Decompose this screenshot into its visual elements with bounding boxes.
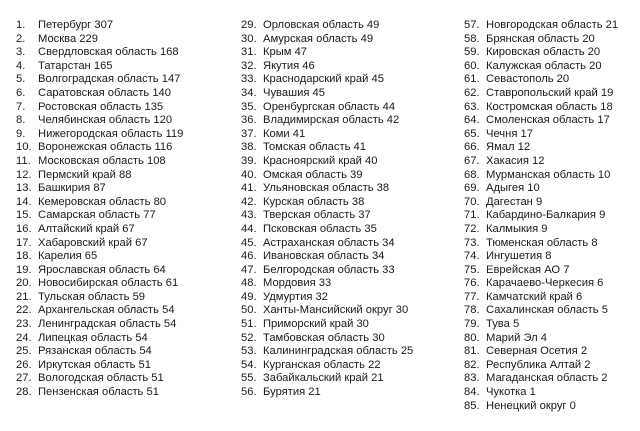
list-item xyxy=(241,169,413,183)
list-item-number: 71. xyxy=(464,209,480,222)
list-item-number: 41. xyxy=(241,182,257,195)
list-item-region: Ульяновская область 38 xyxy=(263,182,390,195)
list-item-number: 14. xyxy=(16,195,32,208)
list-item xyxy=(464,277,618,291)
list-item-region: Астраханская область 34 xyxy=(263,236,395,249)
list-item xyxy=(16,291,183,305)
list-item-region: Тверская область 37 xyxy=(263,209,371,222)
list-item xyxy=(241,237,413,251)
list-item-region: Татарстан 165 xyxy=(38,59,113,72)
list-item xyxy=(241,114,413,128)
list-item-number: 20. xyxy=(16,277,32,290)
list-item xyxy=(464,155,618,169)
list-item xyxy=(16,277,183,291)
list-item-number: 36. xyxy=(241,114,257,127)
list-item xyxy=(464,87,618,101)
list-item-region: Магаданская область 2 xyxy=(486,372,608,385)
list-item xyxy=(464,73,618,87)
list-item xyxy=(16,169,183,183)
list-item-number: 26. xyxy=(16,358,32,371)
list-item xyxy=(464,46,618,60)
list-item xyxy=(464,400,618,414)
list-item-number: 30. xyxy=(241,32,257,45)
list-item-number: 42. xyxy=(241,195,257,208)
list-item-region: Камчатский край 6 xyxy=(486,290,583,303)
list-item xyxy=(241,372,413,386)
list-item-number: 62. xyxy=(464,86,480,99)
list-item-number: 84. xyxy=(464,386,480,399)
list-item-number: 85. xyxy=(464,399,480,412)
list-item-number: 23. xyxy=(16,318,32,331)
list-item-number: 12. xyxy=(16,168,32,181)
list-item-number: 81. xyxy=(464,345,480,358)
list-item-number: 43. xyxy=(241,209,257,222)
list-item-number: 21. xyxy=(16,290,32,303)
list-item-number: 63. xyxy=(464,100,480,113)
list-item xyxy=(16,345,183,359)
list-item-region: Карелия 65 xyxy=(38,250,98,263)
list-item-region: Кемеровская область 80 xyxy=(38,195,167,208)
list-item xyxy=(464,237,618,251)
list-item xyxy=(241,60,413,74)
list-item xyxy=(464,345,618,359)
list-item xyxy=(16,223,183,237)
list-item-number: 24. xyxy=(16,331,32,344)
ranking-column-3 xyxy=(464,19,618,413)
list-item-number: 66. xyxy=(464,141,480,154)
list-item-number: 38. xyxy=(241,141,257,154)
list-item xyxy=(241,196,413,210)
list-item-number: 28. xyxy=(16,386,32,399)
list-item-number: 33. xyxy=(241,73,257,86)
list-item xyxy=(464,141,618,155)
list-item-number: 19. xyxy=(16,263,32,276)
list-item-region: Самарская область 77 xyxy=(38,209,156,222)
list-item-region: Красноярский край 40 xyxy=(263,154,378,167)
list-item xyxy=(16,60,183,74)
list-item-region: Ненецкий округ 0 xyxy=(486,399,576,412)
list-item-region: Марий Эл 4 xyxy=(486,331,548,344)
list-item-number: 53. xyxy=(241,345,257,358)
list-item xyxy=(16,237,183,251)
list-item-number: 2. xyxy=(16,32,26,45)
list-item xyxy=(464,19,618,33)
list-item-region: Республика Алтай 2 xyxy=(486,358,591,371)
list-item-region: Курская область 38 xyxy=(263,195,365,208)
list-item-region: Дагестан 9 xyxy=(486,195,543,208)
list-item-number: 4. xyxy=(16,59,26,72)
list-item-number: 10. xyxy=(16,141,32,154)
list-item-region: Кабардино-Балкария 9 xyxy=(486,209,606,222)
list-item-number: 1. xyxy=(16,19,26,31)
list-item xyxy=(241,386,413,400)
list-item xyxy=(16,101,183,115)
list-item xyxy=(241,291,413,305)
list-item-number: 57. xyxy=(464,19,480,31)
list-item xyxy=(464,250,618,264)
list-item-number: 13. xyxy=(16,182,32,195)
list-item-region: Ростовская область 135 xyxy=(38,100,164,113)
list-item xyxy=(16,250,183,264)
list-item xyxy=(16,182,183,196)
list-item-region: Петербург 307 xyxy=(38,19,114,31)
list-item-region: Бурятия 21 xyxy=(263,386,321,399)
list-item-number: 40. xyxy=(241,168,257,181)
list-item-region: Ямал 12 xyxy=(486,141,531,154)
list-item-number: 74. xyxy=(464,250,480,263)
list-item-region: Забайкальский край 21 xyxy=(263,372,384,385)
list-item xyxy=(241,182,413,196)
list-item-region: Оренбургская область 44 xyxy=(263,100,396,113)
list-item-region: Чувашия 45 xyxy=(263,86,325,99)
list-item-number: 56. xyxy=(241,386,257,399)
list-item-number: 9. xyxy=(16,127,26,140)
list-item-number: 46. xyxy=(241,250,257,263)
list-item xyxy=(464,128,618,142)
list-item xyxy=(464,209,618,223)
list-item xyxy=(241,46,413,60)
list-item-number: 39. xyxy=(241,154,257,167)
list-item xyxy=(241,250,413,264)
list-item-number: 65. xyxy=(464,127,480,140)
list-item-number: 58. xyxy=(464,32,480,45)
list-item xyxy=(241,128,413,142)
list-item xyxy=(241,264,413,278)
list-item xyxy=(16,19,183,33)
list-item-number: 35. xyxy=(241,100,257,113)
list-item-region: Ингушетия 8 xyxy=(486,250,552,263)
list-item-region: Ивановская область 34 xyxy=(263,250,385,263)
list-item-region: Брянская область 20 xyxy=(486,32,595,45)
list-item-region: Мордовия 33 xyxy=(263,277,332,290)
list-item-region: Калмыкия 9 xyxy=(486,222,548,235)
list-item-region: Архангельская область 54 xyxy=(38,304,175,317)
list-item-number: 67. xyxy=(464,154,480,167)
list-item-region: Орловская область 49 xyxy=(263,19,380,31)
list-item-number: 27. xyxy=(16,372,32,385)
list-item-region: Кировская область 20 xyxy=(486,46,601,59)
list-item xyxy=(464,223,618,237)
list-item xyxy=(464,114,618,128)
list-item-region: Якутия 46 xyxy=(263,59,315,72)
list-item xyxy=(16,141,183,155)
list-item-number: 72. xyxy=(464,222,480,235)
list-item-number: 7. xyxy=(16,100,26,113)
list-item xyxy=(464,101,618,115)
list-item-region: Смоленская область 17 xyxy=(486,114,610,127)
list-item-number: 16. xyxy=(16,222,32,235)
list-item xyxy=(241,223,413,237)
list-item xyxy=(241,33,413,47)
list-item xyxy=(16,318,183,332)
list-item xyxy=(464,359,618,373)
list-item-number: 15. xyxy=(16,209,32,222)
list-item-number: 8. xyxy=(16,114,26,127)
list-item-region: Свердловская область 168 xyxy=(38,46,179,59)
list-item-region: Ставропольский край 19 xyxy=(486,86,614,99)
list-item xyxy=(241,345,413,359)
list-item xyxy=(241,87,413,101)
list-item-number: 73. xyxy=(464,236,480,249)
list-item-number: 83. xyxy=(464,372,480,385)
list-item-region: Тульская область 59 xyxy=(38,290,146,303)
list-item xyxy=(241,73,413,87)
list-item xyxy=(16,332,183,346)
list-item-region: Карачаево-Черкесия 6 xyxy=(486,277,604,290)
list-item-region: Саратовская область 140 xyxy=(38,86,171,99)
list-item-region: Рязанская область 54 xyxy=(38,345,152,358)
list-item-region: Москва 229 xyxy=(38,32,98,45)
list-item-number: 25. xyxy=(16,345,32,358)
list-item-region: Челябинская область 120 xyxy=(38,114,173,127)
list-item-region: Амурская область 49 xyxy=(263,32,374,45)
list-item-region: Ленинградская область 54 xyxy=(38,318,177,331)
list-item-number: 64. xyxy=(464,114,480,127)
list-item xyxy=(241,101,413,115)
list-item-region: Севастополь 20 xyxy=(486,73,570,86)
list-item xyxy=(16,209,183,223)
list-item xyxy=(16,128,183,142)
list-item-number: 52. xyxy=(241,331,257,344)
list-item-region: Костромская область 18 xyxy=(486,100,613,113)
list-item-number: 44. xyxy=(241,222,257,235)
list-item-number: 70. xyxy=(464,195,480,208)
list-item xyxy=(464,60,618,74)
list-item-number: 76. xyxy=(464,277,480,290)
list-item-region: Тюменская область 8 xyxy=(486,236,598,249)
list-item-region: Приморский край 30 xyxy=(263,318,369,331)
ranking-column-2 xyxy=(241,19,413,400)
list-item xyxy=(241,155,413,169)
list-item xyxy=(464,304,618,318)
list-item-number: 69. xyxy=(464,182,480,195)
list-item-region: Краснодарский край 45 xyxy=(263,73,384,86)
list-item-number: 5. xyxy=(16,73,26,86)
list-item-number: 77. xyxy=(464,290,480,303)
list-item-region: Вологодская область 51 xyxy=(38,372,164,385)
list-item-region: Курганская область 22 xyxy=(263,358,381,371)
list-item-region: Хакасия 12 xyxy=(486,154,545,167)
list-item xyxy=(241,209,413,223)
list-item-region: Новосибирская область 61 xyxy=(38,277,179,290)
list-item-region: Нижегородская область 119 xyxy=(38,127,184,140)
list-item-number: 29. xyxy=(241,19,257,31)
list-item xyxy=(16,386,183,400)
list-item-region: Калужская область 20 xyxy=(486,59,602,72)
list-item-region: Чукотка 1 xyxy=(486,386,536,399)
list-item-region: Крым 47 xyxy=(263,46,308,59)
list-item-number: 34. xyxy=(241,86,257,99)
list-item xyxy=(464,291,618,305)
list-item-region: Алтайский край 67 xyxy=(38,222,135,235)
list-item-region: Ханты-Мансийский округ 30 xyxy=(263,304,409,317)
list-item-number: 22. xyxy=(16,304,32,317)
list-item-region: Томская область 41 xyxy=(263,141,366,154)
list-item xyxy=(464,33,618,47)
list-item-region: Новгородская область 21 xyxy=(486,19,619,31)
list-item xyxy=(16,196,183,210)
list-item xyxy=(16,46,183,60)
list-item-region: Хабаровский край 67 xyxy=(38,236,148,249)
list-item-region: Пермский край 88 xyxy=(38,168,132,181)
list-item-number: 31. xyxy=(241,46,257,59)
list-item-number: 54. xyxy=(241,358,257,371)
list-item-region: Владимирская область 42 xyxy=(263,114,400,127)
list-item xyxy=(16,372,183,386)
list-item-number: 17. xyxy=(16,236,32,249)
list-item-region: Тамбовская область 30 xyxy=(263,331,385,344)
list-item xyxy=(16,87,183,101)
list-item-number: 61. xyxy=(464,73,480,86)
list-item xyxy=(241,359,413,373)
list-item xyxy=(464,332,618,346)
list-item xyxy=(241,318,413,332)
list-item-region: Волгоградская область 147 xyxy=(38,73,181,86)
list-item-number: 47. xyxy=(241,263,257,276)
list-item-region: Сахалинская область 5 xyxy=(486,304,608,317)
list-item-number: 79. xyxy=(464,318,480,331)
list-item-number: 82. xyxy=(464,358,480,371)
list-item xyxy=(464,318,618,332)
list-item-region: Иркутская область 51 xyxy=(38,358,151,371)
list-item-region: Московская область 108 xyxy=(38,154,166,167)
list-item xyxy=(241,19,413,33)
list-item xyxy=(464,386,618,400)
list-item-region: Белгородская область 33 xyxy=(263,263,395,276)
list-item-number: 55. xyxy=(241,372,257,385)
list-item-region: Псковская область 35 xyxy=(263,222,377,235)
list-item-region: Адыгея 10 xyxy=(486,182,540,195)
list-item-region: Омская область 39 xyxy=(263,168,363,181)
list-item xyxy=(16,114,183,128)
list-item-number: 6. xyxy=(16,86,26,99)
list-item-number: 51. xyxy=(241,318,257,331)
list-item-region: Тува 5 xyxy=(486,318,520,331)
ranking-column-1 xyxy=(16,19,183,400)
list-item-number: 68. xyxy=(464,168,480,181)
list-item xyxy=(241,277,413,291)
list-item-number: 75. xyxy=(464,263,480,276)
list-item-number: 45. xyxy=(241,236,257,249)
list-item xyxy=(16,359,183,373)
list-item-region: Липецкая область 54 xyxy=(38,331,148,344)
list-item-region: Воронежская область 116 xyxy=(38,141,173,154)
list-item-number: 50. xyxy=(241,304,257,317)
list-item xyxy=(16,33,183,47)
list-item xyxy=(241,332,413,346)
list-item xyxy=(16,73,183,87)
list-item-number: 78. xyxy=(464,304,480,317)
list-item-region: Калининградская область 25 xyxy=(263,345,414,358)
list-item xyxy=(16,304,183,318)
list-item xyxy=(464,264,618,278)
list-item xyxy=(16,155,183,169)
list-item xyxy=(464,169,618,183)
list-item-number: 32. xyxy=(241,59,257,72)
list-item-number: 60. xyxy=(464,59,480,72)
list-item-region: Пензенская область 51 xyxy=(38,386,159,399)
list-item-number: 3. xyxy=(16,46,26,59)
list-item-number: 37. xyxy=(241,127,257,140)
list-item-region: Удмуртия 32 xyxy=(263,290,329,303)
list-item-region: Ярославская область 64 xyxy=(38,263,166,276)
list-item-region: Башкирия 87 xyxy=(38,182,106,195)
list-item-number: 18. xyxy=(16,250,32,263)
list-item xyxy=(16,264,183,278)
list-item xyxy=(464,182,618,196)
list-item xyxy=(241,141,413,155)
list-item-number: 48. xyxy=(241,277,257,290)
list-item-number: 80. xyxy=(464,331,480,344)
list-item-number: 59. xyxy=(464,46,480,59)
list-item-region: Чечня 17 xyxy=(486,127,533,140)
list-item-number: 49. xyxy=(241,290,257,303)
list-item-region: Коми 41 xyxy=(263,127,306,140)
list-item-number: 11. xyxy=(16,154,31,167)
list-item xyxy=(464,372,618,386)
list-item-region: Северная Осетия 2 xyxy=(486,345,588,358)
list-item xyxy=(464,196,618,210)
list-item-region: Мурманская область 10 xyxy=(486,168,611,181)
list-item xyxy=(241,304,413,318)
list-item-region: Еврейская АО 7 xyxy=(486,263,570,276)
